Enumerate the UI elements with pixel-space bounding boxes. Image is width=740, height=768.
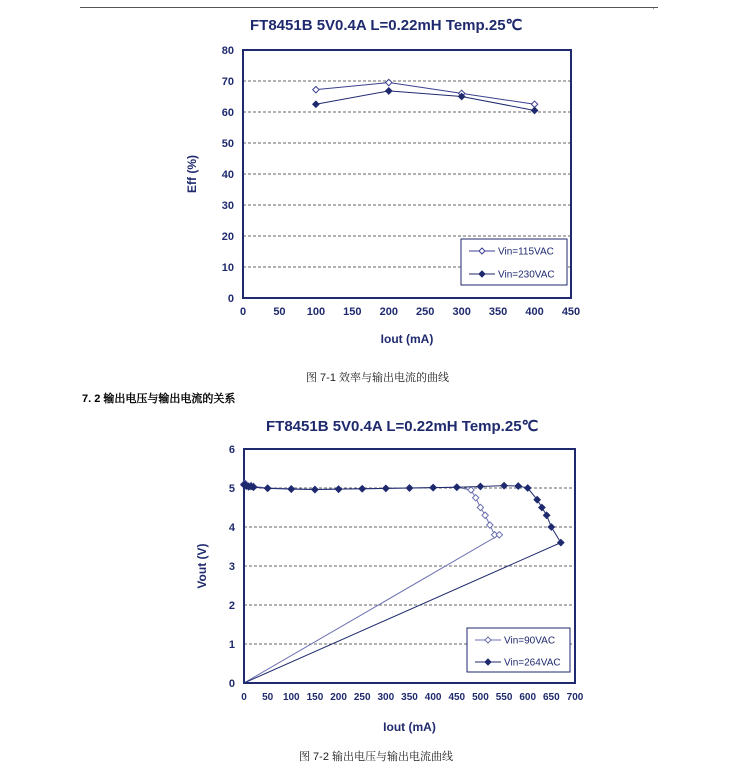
chart2-series-0-point — [487, 522, 493, 528]
chart2-y-tick-label: 2 — [228, 600, 235, 612]
chart2-series-1-point — [477, 483, 483, 489]
chart1-y-tick-label: 70 — [221, 76, 234, 88]
chart2-x-tick-label: 700 — [566, 692, 584, 703]
chart2-series-1-point — [406, 485, 412, 491]
chart1-x-tick-label: 350 — [488, 306, 508, 318]
chart1-y-tick-label: 0 — [227, 293, 234, 305]
chart1-x-tick-label: 50 — [273, 306, 286, 318]
chart2-y-tick-label: 0 — [228, 678, 235, 690]
chart1-x-tick-label: 0 — [239, 306, 247, 318]
chart1-legend-label: Vin=115VAC — [498, 246, 554, 258]
chart1-y-tick-label: 80 — [221, 45, 234, 57]
chart2-legend-label: Vin=264VAC — [504, 657, 561, 669]
chart2-x-tick-label: 50 — [262, 692, 274, 703]
section-heading: 7. 2 输出电压与输出电流的关系 — [82, 393, 236, 405]
chart2-title: FT8451B 5V0.4A L=0.22mH Temp.25℃ — [266, 418, 539, 435]
chart1-y-tick-label: 10 — [221, 262, 234, 274]
chart2-y-tick-label: 5 — [228, 483, 235, 495]
chart2-x-tick-label: 350 — [401, 692, 418, 703]
chart1-y-tick-label: 20 — [221, 231, 234, 243]
chart2-y-tick-label: 4 — [228, 522, 235, 534]
chart2-x-tick-label: 300 — [377, 692, 395, 703]
chart1-x-tick-label: 150 — [343, 306, 362, 318]
chart2-series-1-point — [335, 486, 341, 492]
chart2-series-0-point — [482, 512, 488, 518]
chart2-series-1-point — [430, 484, 436, 490]
chart2-x-tick-label: 250 — [353, 692, 371, 703]
chart1-caption: 图 7-1 效率与输出电流的曲线 — [306, 372, 450, 384]
chart1-x-axis-label: Iout (mA) — [380, 332, 434, 346]
chart1-x-tick-label: 250 — [416, 306, 435, 318]
chart2-series-1-point — [454, 484, 460, 490]
chart2-y-tick-label: 1 — [228, 639, 235, 651]
chart2-y-tick-label: 3 — [228, 561, 235, 573]
chart1-x-tick-label: 400 — [525, 306, 544, 318]
chart1-y-tick-label: 50 — [221, 138, 234, 150]
chart1-legend-label: Vin=230VAC — [498, 269, 555, 281]
chart2-series-0-point — [468, 487, 474, 493]
chart2-x-axis-label: Iout (mA) — [383, 720, 436, 734]
chart2-series-0-point — [496, 532, 502, 538]
chart1-y-tick-label: 40 — [221, 169, 234, 181]
chart1-x-tick-label: 200 — [379, 306, 398, 318]
chart2-series-1-point — [539, 504, 545, 510]
chart2-series-1-point — [548, 524, 554, 530]
chart2-series-1-point — [383, 485, 389, 491]
chart2-series-1-point — [543, 512, 549, 518]
chart1-x-tick-label: 300 — [452, 306, 471, 318]
chart1-x-tick-label: 100 — [306, 306, 326, 318]
chart2-caption: 图 7-2 输出电压与输出电流曲线 — [299, 751, 454, 763]
chart2-x-tick-label: 600 — [519, 692, 537, 703]
chart2-y-tick-label: 6 — [228, 444, 235, 456]
chart2-x-tick-label: 550 — [495, 692, 513, 703]
chart1-y-axis-label: Eff (%) — [185, 155, 199, 193]
chart2-series-1-point — [359, 486, 365, 492]
chart2-x-tick-label: 0 — [241, 692, 247, 703]
chart2-series-1-point — [312, 486, 318, 492]
chart1-y-tick-label: 60 — [221, 107, 234, 119]
chart2-series-0-line — [244, 483, 499, 683]
chart2-series-1-point — [288, 486, 294, 492]
chart2-x-tick-label: 150 — [306, 692, 324, 703]
chart2-x-tick-label: 450 — [448, 692, 466, 703]
chart1-x-tick-label: 450 — [561, 306, 581, 318]
chart2-y-axis-label: Vout (V) — [195, 543, 209, 589]
chart2-series-1-point — [558, 539, 564, 545]
chart2-x-tick-label: 500 — [472, 692, 489, 703]
chart1-title: FT8451B 5V0.4A L=0.22mH Temp.25℃ — [250, 17, 523, 34]
chart2-x-tick-label: 650 — [543, 692, 560, 703]
chart2-x-tick-label: 400 — [424, 692, 442, 703]
chart2-series-0-point — [473, 495, 479, 501]
chart2-x-tick-label: 100 — [282, 692, 300, 703]
chart1-y-tick-label: 30 — [221, 200, 234, 212]
chart2-series-1-point — [264, 485, 270, 491]
chart2-x-tick-label: 200 — [330, 692, 347, 703]
chart2-legend-label: Vin=90VAC — [504, 635, 556, 647]
header-edge-mark: , — [652, 0, 655, 10]
chart2-series-0-point — [477, 504, 483, 510]
